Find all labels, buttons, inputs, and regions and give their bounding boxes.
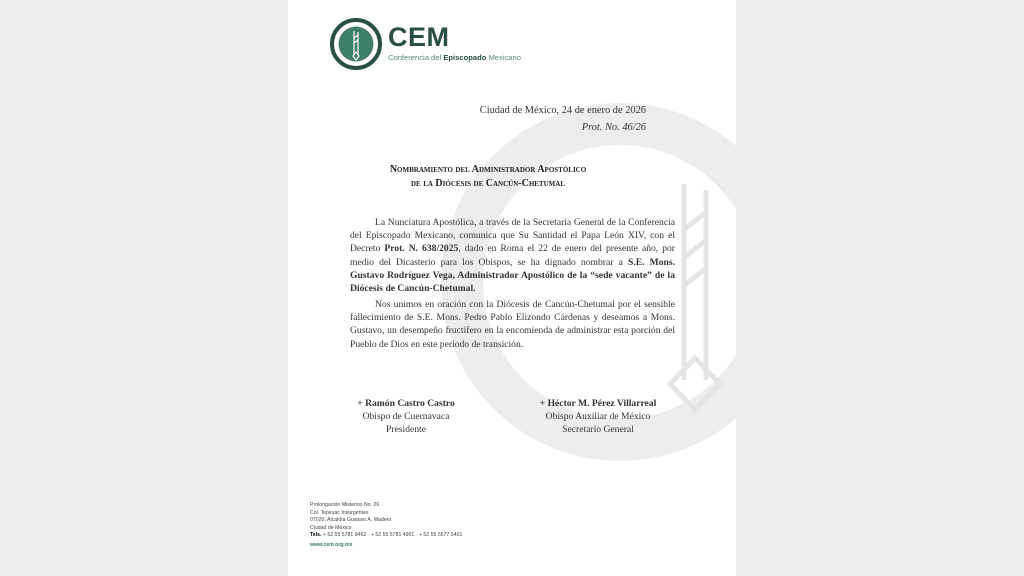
signer-role: Obispo Auxiliar de México [545, 410, 651, 422]
signer-role: Obispo de Cuernavaca [362, 410, 450, 422]
signer-position: Secretario General [562, 423, 634, 435]
phone-numbers: Tels. + 52 55 5781 8462 · + 52 55 5781 4901 · + 52 55 5577 5401 [310, 532, 463, 539]
signature-secretary [518, 398, 678, 436]
signer-position: Presidente [386, 423, 426, 435]
protocol-number: Prot. No. 46/26 [581, 122, 646, 133]
address-line: Col. Tepeyac Insurgentes [310, 509, 369, 516]
footer-address [310, 502, 462, 550]
body-paragraph-2: Nos unimos en oración con la Diócesis de Cancún-Chetumal por el sensible fallecimiento de S.E. Mons. Pedro Pablo Elizondo Cárdenas y deseamos a Mons. Gustavo, un desempeño fructífero en la encomienda de administrar esta porción del Pueblo de Dios en este período de transición. [350, 299, 675, 350]
letter-title-line-1: Nombramiento del Administrador Apostólico [389, 164, 587, 175]
website-link[interactable]: www.cem.org.mx [310, 541, 353, 548]
address-line: Prolongación Misterios No. 26 [310, 502, 380, 508]
body-paragraph-1: La Nunciatura Apostólica, a través de la Secretaría General de la Conferencia del Episcopado Mexicano, comunica que Su Santidad el Papa León XIV, con el Decreto Prot. N. 638/2025, dado en Roma el 22 de enero del presente año, por medio del Dicasterio para los Obispos, se ha dignado nombrar a S.E. Mons. Gustavo Rodríguez Vega, Administrador Apostólico de la “sede vacante” de la Diócesis de Cancún-Chetumal. [350, 217, 675, 295]
letter-date: Ciudad de México, 24 de enero de 2026 [479, 105, 646, 116]
cem-logo [328, 16, 386, 72]
signature-president [326, 398, 486, 436]
letter-title-line-2: de la Diócesis de Cancún-Chetumal [410, 178, 565, 189]
signer-name: + Ramón Castro Castro [357, 398, 455, 409]
address-line: Ciudad de México [310, 524, 352, 531]
address-line: 07020, Alcaldía Gustavo A. Madero [310, 517, 392, 524]
org-full-name: Conferencia del Episcopado Mexicano [388, 53, 521, 62]
signer-name: + Héctor M. Pérez Villarreal [539, 398, 657, 409]
org-short-name: CEM [388, 22, 450, 52]
letter-page [288, 0, 736, 576]
